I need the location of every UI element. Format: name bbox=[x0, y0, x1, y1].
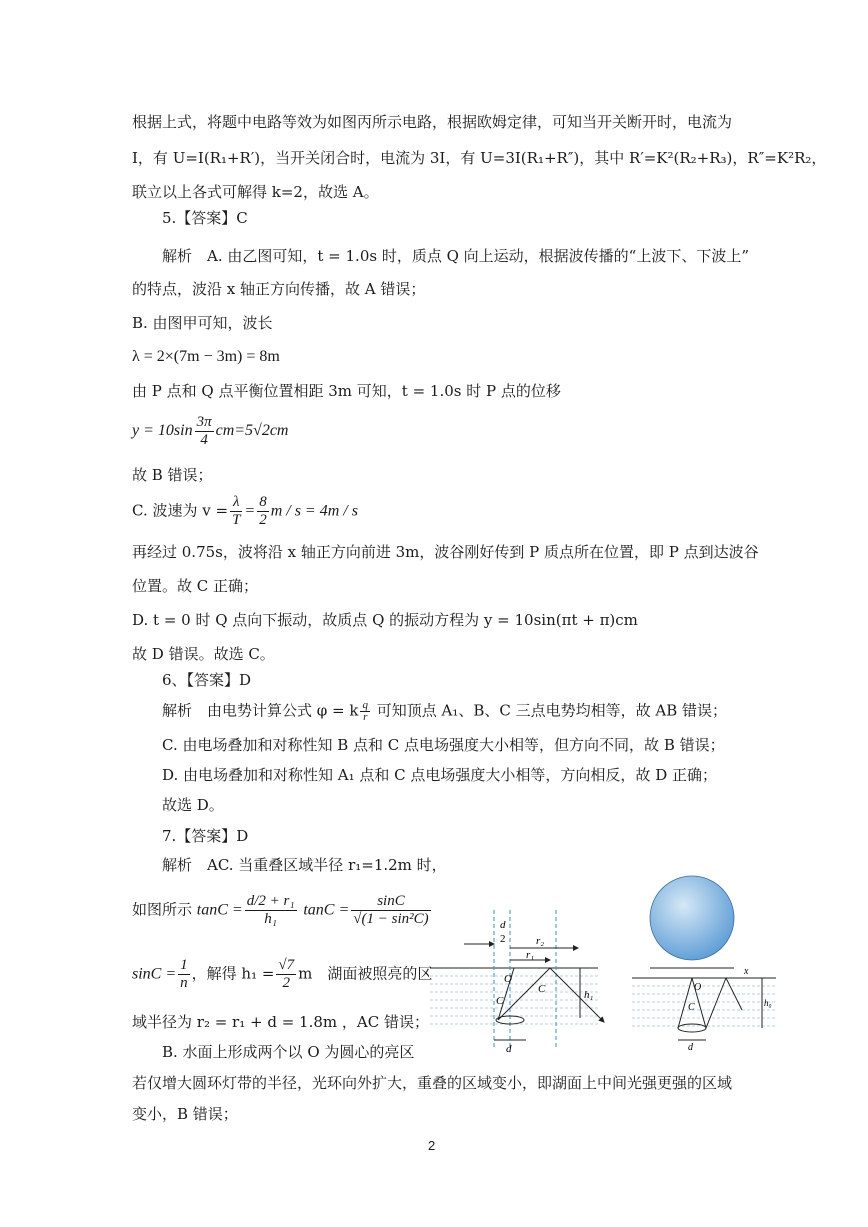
text-line: B. 水面上形成两个以 O 为圆心的亮区 bbox=[162, 1043, 415, 1061]
text-line: 故选 D。 bbox=[162, 796, 224, 814]
figure-light-ring-diagram bbox=[428, 906, 628, 1054]
formula-wave-speed: C. 波速为 v = $\frac{\lambda}{T}$ = $\frac{8}{2}$ m / s = 4m / s bbox=[132, 494, 358, 528]
label-O: O bbox=[504, 973, 512, 985]
label-d: d bbox=[500, 919, 506, 931]
formula-displacement: y = 10sin $\frac{3\pi}{4}$ cm=5√2cm bbox=[132, 414, 289, 448]
formula-wavelength: λ = 2×(7m − 3m) = 8m bbox=[132, 348, 280, 365]
text-line: C. 由电场叠加和对称性知 B 点和 C 点电场强度大小相等，但方向不同，故 B 错误； bbox=[162, 736, 725, 754]
text-line: 联立以上各式可解得 k=2，故选 A。 bbox=[132, 183, 379, 201]
text-line: D. 由电场叠加和对称性知 A₁ 点和 C 点电场强度大小相等，方向相反，故 D 正确； bbox=[162, 766, 717, 784]
text-line: D. t = 0 时 Q 点向下振动，故质点 Q 的振动方程为 y = 10sin(πt + π)cm bbox=[132, 611, 638, 629]
text-line: 由 P 点和 Q 点平衡位置相距 3m 可知，t = 1.0s 时 P 点的位移 bbox=[132, 382, 561, 400]
question-6-answer: 6、【答案】D bbox=[162, 671, 252, 689]
question-7-answer: 7.【答案】D bbox=[162, 827, 249, 845]
text-line: 位置。故 C 正确； bbox=[132, 577, 259, 595]
text-line: 根据上式，将题中电路等效为如图丙所示电路，根据欧姆定律，可知当开关断开时，电流为 bbox=[132, 113, 733, 131]
fraction: $\frac{√7}{2}$ bbox=[278, 957, 295, 991]
label-x: x bbox=[744, 966, 749, 977]
fraction: $\frac{\lambda}{T}$ bbox=[232, 494, 241, 528]
text-line: 的特点，波沿 x 轴正方向传播，故 A 错误； bbox=[132, 280, 426, 298]
label-r1: r₁ bbox=[526, 949, 535, 961]
label-h0: h₀ bbox=[764, 998, 772, 1008]
label-h1: h₁ bbox=[584, 989, 594, 1001]
text-line: B. 由图甲可知，波长 bbox=[132, 314, 273, 332]
label-C: C bbox=[688, 1002, 695, 1013]
label-two: 2 bbox=[500, 933, 506, 945]
question-5-answer: 5.【答案】C bbox=[162, 209, 248, 227]
text-line: 域半径为 r₂ = r₁ + d = 1.8m ，AC 错误； bbox=[132, 1013, 429, 1031]
text-line: 故 B 错误； bbox=[132, 466, 213, 484]
label-C: C bbox=[538, 983, 546, 995]
fraction: $\frac{\text{d/2 + r₁}}{\text{h₁}}$ bbox=[246, 893, 295, 927]
formula-sinc: sinC = $\frac{1}{n}$ ，解得 h₁ = $\frac{√7}{2}$ m 湖面被照亮的区 bbox=[132, 957, 433, 991]
label-C: C bbox=[496, 995, 504, 1007]
fraction: $\frac{1}{n}$ bbox=[180, 957, 188, 991]
label-O: O bbox=[694, 982, 702, 993]
text-line: 解析 A. 由乙图可知，t = 1.0s 时，质点 Q 向上运动，根据波传播的“上波下、下波上” bbox=[162, 247, 749, 265]
fraction: $\frac{8}{2}$ bbox=[259, 494, 267, 528]
text-line: 变小，B 错误； bbox=[132, 1105, 238, 1123]
label-d: d bbox=[688, 1042, 693, 1050]
text-line: 解析 由电势计算公式 φ = k $\frac{q}{r}$ 可知顶点 A₁、B、C 三点电势均相等，故 AB 错误； bbox=[162, 699, 728, 723]
figure-sphere-diagram bbox=[630, 870, 780, 1050]
text-line: 若仅增大圆环灯带的半径，光环向外扩大，重叠的区域变小，即湖面上中间光强更强的区域 bbox=[132, 1074, 733, 1092]
text-line: 故 D 错误。故选 C。 bbox=[132, 645, 275, 663]
formula-tanc: 如图所示 tanC = $\frac{\text{d/2 + r₁}}{\text{h₁}}$ tanC = $\frac{\sin C}{\text{√(1 − sin²C)}}$ bbox=[132, 893, 429, 927]
fraction: $\frac{q}{r}$ bbox=[362, 699, 368, 723]
text-line: I，有 U=I(R₁+R′)，当开关闭合时，电流为 3I，有 U=3I(R₁+R″)，其中 R′=K²(R₂+R₃)，R″=K²R₂， bbox=[132, 149, 827, 167]
text-line: 解析 AC. 当重叠区域半径 r₁=1.2m 时， bbox=[162, 856, 447, 874]
text-line: 再经过 0.75s，波将沿 x 轴正方向前进 3m，波谷刚好传到 P 质点所在位置，即 P 点到达波谷 bbox=[132, 543, 759, 561]
fraction: $\frac{3\pi}{4}$ bbox=[196, 414, 212, 448]
label-d-bottom: d bbox=[506, 1043, 512, 1054]
fraction: $\frac{\sin C}{\text{√(1 − sin²C)}}$ bbox=[353, 893, 429, 927]
page-number: 2 bbox=[428, 1138, 436, 1153]
label-r2: r₂ bbox=[536, 935, 545, 947]
